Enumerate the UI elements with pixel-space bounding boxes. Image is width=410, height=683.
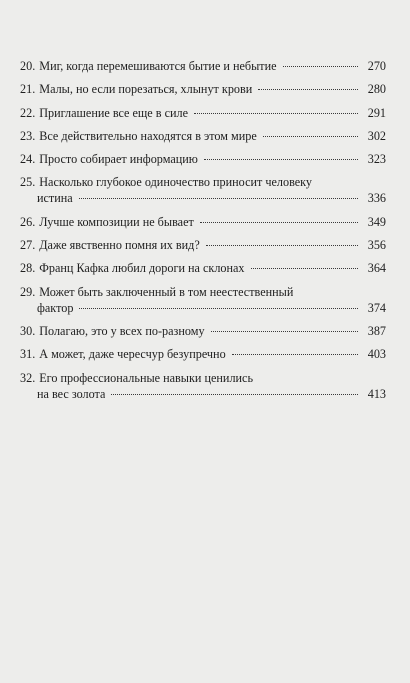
dot-leader (204, 159, 358, 160)
toc-entry-title: Насколько глубокое одиночество приносит человеку (39, 175, 313, 190)
dot-leader (79, 308, 358, 309)
toc-entry-number: 29. (20, 284, 36, 299)
toc-entry-number: 23. (20, 128, 36, 143)
toc-entry-number: 22. (20, 105, 36, 120)
toc-entry-title: Его профессиональные навыки ценились (39, 370, 254, 385)
toc-entry-29 (20, 284, 386, 323)
dot-leader (251, 268, 358, 269)
toc-entry-title-continued: истина (37, 191, 73, 206)
toc-entry-page: 280 (367, 82, 386, 97)
toc-entry-30 (20, 323, 386, 346)
toc-entry-number: 25. (20, 175, 36, 190)
toc-entry-title-continued: на вес золота (37, 386, 106, 401)
toc-entry-title: Приглашение все еще в силе (39, 105, 188, 120)
toc-entry-22 (20, 105, 386, 128)
toc-entry-20 (20, 58, 386, 81)
toc-entry-24 (20, 151, 386, 174)
dot-leader (79, 198, 358, 199)
toc-entry-page: 323 (367, 152, 386, 167)
toc-entry-number: 20. (20, 59, 36, 73)
toc-entry-title-continued: фактор (37, 300, 74, 315)
toc-entry-page: 364 (367, 261, 386, 276)
toc-entry-number: 28. (20, 261, 36, 276)
toc-entry-title: А может, даже чересчур безупречно (39, 347, 226, 362)
toc-entry-23 (20, 128, 386, 151)
toc-entry-title: Может быть заключенный в том неестественный (39, 284, 294, 299)
dot-leader (258, 89, 358, 90)
toc-entry-page: 374 (367, 300, 386, 315)
dot-leader (232, 354, 358, 355)
toc-entry-page: 336 (367, 191, 386, 206)
toc-entry-title: Лучше композиции не бывает (39, 214, 194, 229)
toc-entry-page: 413 (367, 386, 386, 401)
dot-leader (206, 245, 358, 246)
toc-entry-title: Франц Кафка любил дороги на склонах (39, 261, 245, 276)
dot-leader (211, 331, 358, 332)
toc-entry-title: Все действительно находятся в этом мире (39, 128, 257, 143)
toc-entry-number: 31. (20, 347, 36, 362)
toc-entry-28 (20, 260, 386, 283)
dot-leader (200, 222, 358, 223)
toc-entry-number: 21. (20, 82, 36, 97)
toc-entry-title: Даже явственно помня их вид? (39, 238, 200, 253)
toc-entry-number: 26. (20, 214, 36, 229)
toc-entry-title: Просто собирает информацию (39, 152, 198, 167)
toc-entry-number: 32. (20, 370, 36, 385)
toc-entry-21 (20, 81, 386, 104)
toc-entry-title: Малы, но если порезаться, хлынут крови (39, 82, 253, 97)
toc-entry-page: 291 (367, 105, 386, 120)
toc-entry-page: 270 (367, 59, 386, 73)
toc-entry-32 (20, 370, 386, 409)
toc-entry-page: 349 (367, 214, 386, 229)
dot-leader (194, 113, 358, 114)
toc-entry-25 (20, 174, 386, 213)
toc-entry-26 (20, 214, 386, 237)
toc-entry-31 (20, 346, 386, 369)
dot-leader (263, 136, 358, 137)
toc-entry-page: 356 (367, 238, 386, 253)
dot-leader (111, 394, 358, 395)
toc-entry-page: 302 (367, 128, 386, 143)
toc-entry-number: 24. (20, 152, 36, 167)
toc-entry-title: Полагаю, это у всех по-разному (39, 323, 205, 338)
toc-entry-27 (20, 237, 386, 260)
toc-entry-page: 387 (367, 323, 386, 338)
toc-entry-number: 27. (20, 238, 36, 253)
toc-entry-page: 403 (367, 347, 386, 362)
dot-leader (283, 66, 358, 67)
toc-entry-title: Миг, когда перемешиваются бытие и небытие (39, 59, 277, 73)
toc-entry-number: 30. (20, 323, 36, 338)
table-of-contents (20, 58, 386, 409)
